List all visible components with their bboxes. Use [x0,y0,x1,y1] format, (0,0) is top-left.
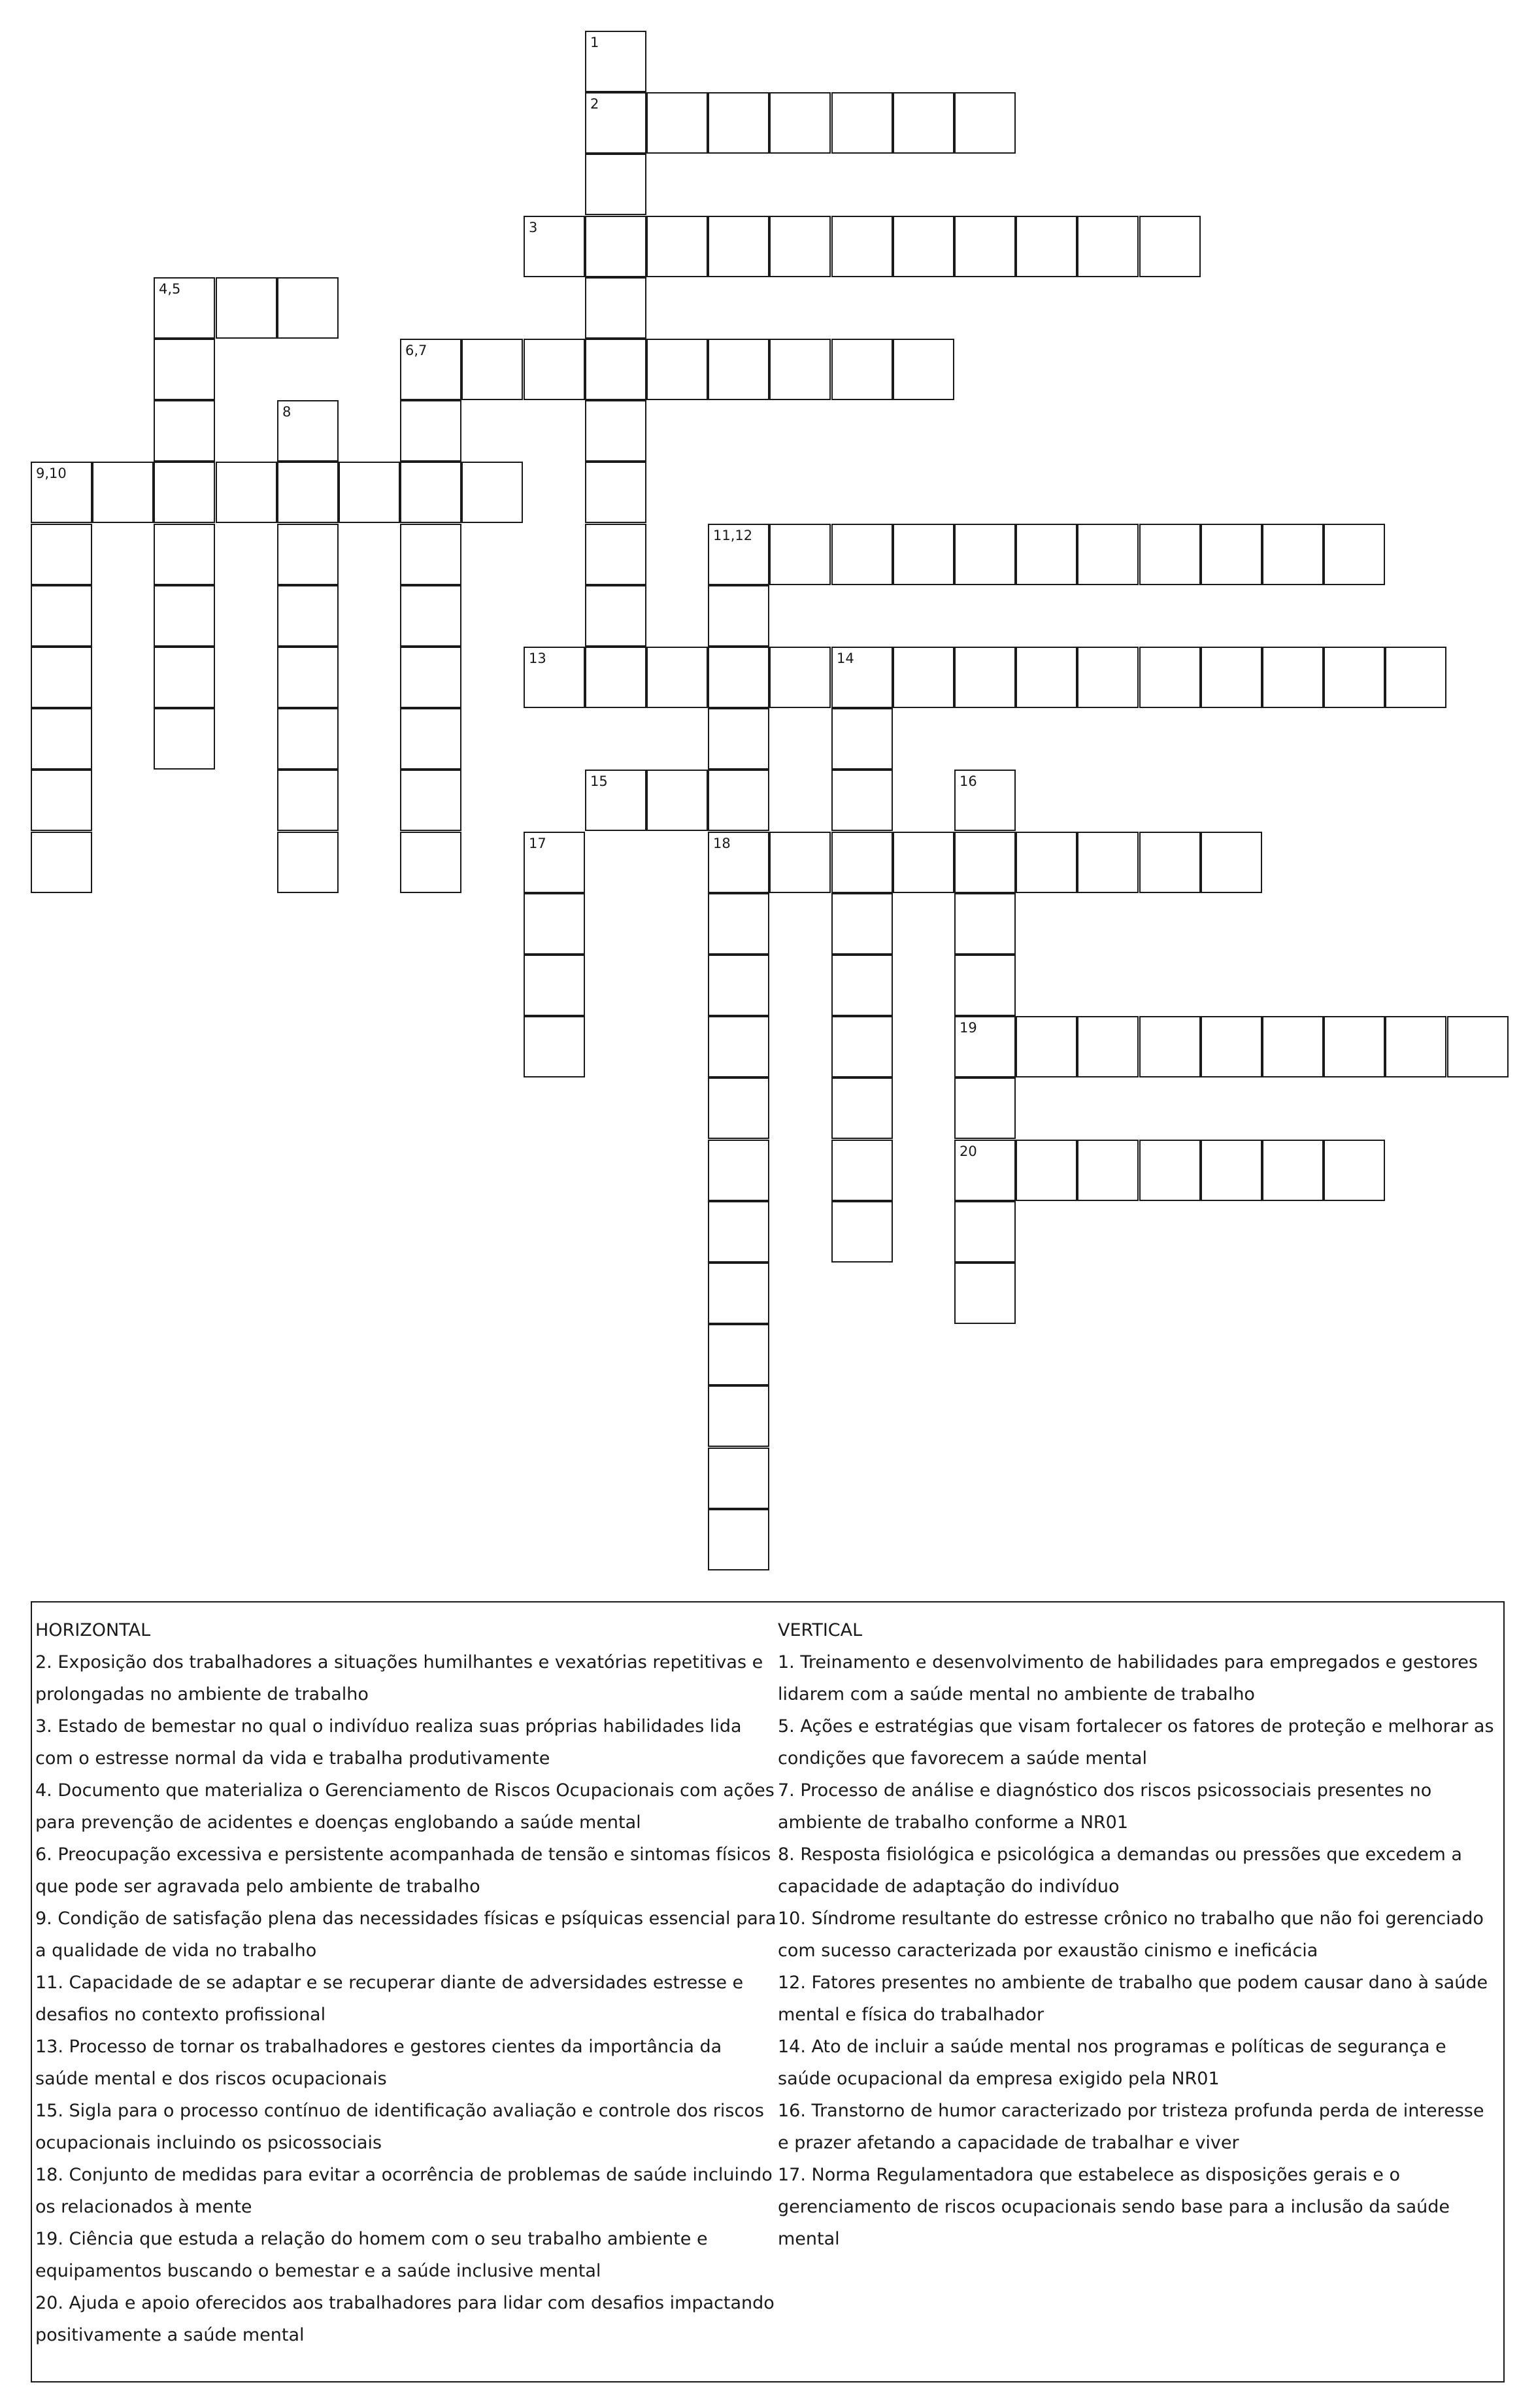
grid-cell[interactable] [524,893,585,955]
clue-text: Sigla para o processo contínuo de identificação avaliação e controle dos riscos ocupacionais incluindo os psicossociais [35,2101,764,2153]
grid-cell[interactable] [708,955,769,1016]
grid-cell[interactable] [893,339,954,400]
grid-cell[interactable] [1139,1140,1201,1201]
grid-cell[interactable] [1201,1140,1262,1201]
grid-cell[interactable] [92,462,154,523]
grid-cell[interactable] [277,277,339,339]
grid-cell[interactable] [831,1140,893,1201]
clue-text: Norma Regulamentadora que estabelece as disposições gerais e o gerenciamento de riscos ocupacionais sendo base para a inclusão da saúde mental [778,2165,1450,2249]
clue-number: 2 [590,96,599,112]
grid-cell[interactable] [400,339,461,400]
clue-number: 11,12 [713,528,753,543]
clue-text: Preocupação excessiva e persistente acompanhada de tensão e sintomas físicos que pode ser agravada pelo ambiente de trabalho [35,1844,771,1897]
grid-cell[interactable] [831,216,893,277]
grid-cell[interactable] [277,647,339,708]
grid-cell[interactable] [769,524,831,585]
grid-cell[interactable] [31,708,92,770]
grid-cell[interactable] [461,462,523,523]
grid-cell[interactable] [1262,1016,1324,1077]
grid-cell[interactable] [1447,1016,1509,1077]
grid-cell[interactable] [400,832,461,893]
grid-cell[interactable] [154,647,215,708]
vertical-clue [778,1903,1500,1967]
grid-cell[interactable] [708,339,769,400]
grid-cell[interactable] [708,1016,769,1077]
grid-cell[interactable] [708,708,769,770]
clue-text: Transtorno de humor caracterizado por tristeza profunda perda de interesse e prazer afetando a capacidade de trabalhar e viver [778,2101,1484,2153]
grid-cell[interactable] [1077,1140,1139,1201]
grid-cell[interactable] [769,216,831,277]
grid-cell[interactable] [1077,216,1139,277]
clue-number: 13 [529,651,546,666]
grid-cell[interactable] [708,1263,769,1324]
clue-number: 15 [590,773,608,789]
horizontal-clue [35,1903,777,1967]
grid-cell[interactable] [585,216,646,277]
grid-cell[interactable] [831,1077,893,1139]
clue-text: Estado de bemestar no qual o indivíduo realiza suas próprias habilidades lida com o estresse normal da vida e trabalha produtivamente [35,1716,742,1769]
grid-cell[interactable] [1385,647,1446,708]
grid-cell[interactable] [893,647,954,708]
grid-cell[interactable] [831,770,893,831]
horizontal-clue [35,1839,777,1903]
clue-text: Síndrome resultante do estresse crônico no trabalho que não foi gerenciado com sucesso caracterizada por exaustão cinismo e ineficácia [778,1908,1484,1961]
grid-cell[interactable] [646,647,708,708]
grid-cell[interactable] [708,893,769,955]
grid-cell[interactable] [831,955,893,1016]
grid-cell[interactable] [524,832,585,893]
clue-text: Ações e estratégias que visam fortalecer os fatores de proteção e melhorar as condições que favorecem a saúde mental [778,1716,1494,1769]
clue-num: 17. [778,2165,806,2185]
grid-cell[interactable] [893,832,954,893]
grid-cell[interactable] [831,832,893,893]
clue-num: 14. [778,2037,806,2057]
grid-cell[interactable] [585,154,646,215]
grid-cell[interactable] [1385,1016,1446,1077]
clue-num: 13. [35,2037,63,2057]
grid-cell[interactable] [769,647,831,708]
clue-text: Ajuda e apoio oferecidos aos trabalhadores para lidar com desafios impactando positivamente a saúde mental [35,2293,775,2345]
grid-cell[interactable] [1139,524,1201,585]
grid-cell[interactable] [708,1140,769,1201]
grid-cell[interactable] [893,216,954,277]
grid-cell[interactable] [708,524,769,585]
grid-cell[interactable] [1201,647,1262,708]
grid-cell[interactable] [831,1201,893,1263]
grid-cell[interactable] [708,1077,769,1139]
vertical-clue-list [778,1646,1500,2255]
grid-cell[interactable] [585,339,646,400]
grid-cell[interactable] [954,770,1016,831]
clue-num: 8. [778,1844,795,1865]
grid-cell[interactable] [277,832,339,893]
grid-cell[interactable] [831,708,893,770]
horizontal-clue [35,1710,777,1774]
grid-cell[interactable] [524,339,585,400]
grid-cell[interactable] [1324,524,1385,585]
grid-cell[interactable] [31,585,92,647]
horizontal-clue [35,1774,777,1839]
clue-number: 19 [960,1020,977,1036]
horizontal-clues [35,1614,777,2351]
grid-cell[interactable] [524,647,585,708]
grid-cell[interactable] [646,770,708,831]
grid-cell[interactable] [646,92,708,154]
clue-num: 19. [35,2229,63,2249]
grid-cell[interactable] [400,770,461,831]
horizontal-title: HORIZONTAL [35,1620,151,1640]
grid-cell[interactable] [154,524,215,585]
grid-cell[interactable] [769,339,831,400]
clue-text: Processo de análise e diagnóstico dos riscos psicossociais presentes no ambiente de trabalho conforme a NR01 [778,1780,1432,1833]
grid-cell[interactable] [216,277,277,339]
grid-cell[interactable] [216,462,277,523]
clue-text: Capacidade de se adaptar e se recuperar diante de adversidades estresse e desafios no contexto profissional [35,1973,744,2025]
grid-cell[interactable] [31,647,92,708]
grid-cell[interactable] [585,462,646,523]
grid-cell[interactable] [154,277,215,339]
clue-number: 18 [713,836,731,851]
horizontal-clue-list [35,1646,777,2351]
grid-cell[interactable] [1324,647,1385,708]
grid-cell[interactable] [769,92,831,154]
grid-cell[interactable] [461,339,523,400]
grid-cell[interactable] [954,524,1016,585]
clue-number: 6,7 [405,343,427,358]
clue-text: Ato de incluir a saúde mental nos programas e políticas de segurança e saúde ocupacional da empresa exigido pela NR01 [778,2037,1446,2089]
clue-text: Resposta fisiológica e psicológica a demandas ou pressões que excedem a capacidade de adaptação do indivíduo [778,1844,1462,1897]
grid-cell[interactable] [524,955,585,1016]
grid-cell[interactable] [708,585,769,647]
horizontal-clue [35,2223,777,2287]
grid-cell[interactable] [1077,1016,1139,1077]
grid-cell[interactable] [708,216,769,277]
grid-cell[interactable] [1262,1140,1324,1201]
grid-cell[interactable] [1139,832,1201,893]
grid-cell[interactable] [1077,647,1139,708]
grid-cell[interactable] [585,770,646,831]
grid-cell[interactable] [954,1201,1016,1263]
vertical-clues [778,1614,1500,2255]
clue-text: Treinamento e desenvolvimento de habilidades para empregados e gestores lidarem com a saúde mental no ambiente de trabalho [778,1652,1478,1704]
grid-cell[interactable] [400,708,461,770]
grid-cell[interactable] [31,832,92,893]
clue-number: 9,10 [36,466,67,481]
grid-cell[interactable] [831,92,893,154]
clue-number: 14 [837,651,854,666]
grid-cell[interactable] [954,647,1016,708]
grid-cell[interactable] [954,1263,1016,1324]
grid-cell[interactable] [1016,647,1077,708]
grid-cell[interactable] [831,1016,893,1077]
clue-num: 20. [35,2293,63,2313]
grid-cell[interactable] [708,1324,769,1385]
grid-cell[interactable] [31,462,92,523]
grid-cell[interactable] [277,400,339,462]
horizontal-clue [35,1967,777,2031]
grid-cell[interactable] [1201,524,1262,585]
clue-number: 16 [960,773,977,789]
grid-cell[interactable] [1016,1140,1077,1201]
grid-cell[interactable] [585,400,646,462]
clue-num: 18. [35,2165,63,2185]
grid-cell[interactable] [708,647,769,708]
grid-cell[interactable] [1139,1016,1201,1077]
grid-cell[interactable] [154,339,215,400]
vertical-clue [778,1967,1500,2031]
grid-cell[interactable] [1139,647,1201,708]
grid-cell[interactable] [31,524,92,585]
grid-cell[interactable] [400,524,461,585]
grid-cell[interactable] [339,462,400,523]
grid-cell[interactable] [708,1448,769,1509]
clue-num: 6. [35,1844,52,1865]
grid-cell[interactable] [708,92,769,154]
grid-cell[interactable] [831,893,893,955]
clue-num: 5. [778,1716,795,1737]
clue-number: 20 [960,1144,977,1159]
grid-cell[interactable] [1201,832,1262,893]
grid-cell[interactable] [585,92,646,154]
grid-cell[interactable] [954,92,1016,154]
grid-cell[interactable] [1016,1016,1077,1077]
clue-number: 1 [590,35,599,50]
horizontal-clue [35,2159,777,2223]
clue-text: Condição de satisfação plena das necessidades físicas e psíquicas essencial para a qualidade de vida no trabalho [35,1908,776,1961]
vertical-clue [778,2159,1500,2255]
grid-cell[interactable] [831,647,893,708]
grid-cell[interactable] [400,585,461,647]
grid-cell[interactable] [646,339,708,400]
grid-cell[interactable] [1016,832,1077,893]
vertical-clue [778,1839,1500,1903]
grid-cell[interactable] [1016,216,1077,277]
grid-cell[interactable] [708,1385,769,1447]
grid-cell[interactable] [708,770,769,831]
grid-cell[interactable] [585,277,646,339]
clue-num: 1. [778,1652,795,1672]
grid-cell[interactable] [831,339,893,400]
clue-text: Exposição dos trabalhadores a situações humilhantes e vexatórias repetitivas e prolongadas no ambiente de trabalho [35,1652,763,1704]
grid-cell[interactable] [154,462,215,523]
clue-number: 8 [282,404,292,420]
vertical-title: VERTICAL [778,1620,863,1640]
grid-cell[interactable] [1262,647,1324,708]
grid-cell[interactable] [1016,524,1077,585]
clue-text: Documento que materializa o Gerenciamento de Riscos Ocupacionais com ações para prevenção de acidentes e doenças englobando a saúde mental [35,1780,775,1833]
clue-text: Fatores presentes no ambiente de trabalho que podem causar dano à saúde mental e física do trabalhador [778,1973,1488,2025]
grid-cell[interactable] [954,832,1016,893]
vertical-clue [778,2095,1500,2159]
clue-num: 2. [35,1652,52,1672]
clue-text: Processo de tornar os trabalhadores e gestores cientes da importância da saúde mental e dos riscos ocupacionais [35,2037,722,2089]
grid-cell[interactable] [1324,1140,1385,1201]
grid-cell[interactable] [585,647,646,708]
grid-cell[interactable] [1201,1016,1262,1077]
grid-cell[interactable] [893,92,954,154]
vertical-clue [778,1646,1500,1710]
grid-cell[interactable] [154,708,215,770]
clue-text: Conjunto de medidas para evitar a ocorrência de problemas de saúde incluindo os relacionados à mente [35,2165,773,2217]
grid-cell[interactable] [277,585,339,647]
grid-cell[interactable] [1077,832,1139,893]
grid-cell[interactable] [708,1509,769,1570]
clue-num: 7. [778,1780,795,1801]
grid-cell[interactable] [277,770,339,831]
grid-cell[interactable] [524,216,585,277]
grid-cell[interactable] [154,585,215,647]
grid-cell[interactable] [1139,216,1201,277]
clue-text: Ciência que estuda a relação do homem com o seu trabalho ambiente e equipamentos buscando o bemestar e a saúde inclusive mental [35,2229,708,2281]
grid-cell[interactable] [277,708,339,770]
clue-num: 15. [35,2101,63,2121]
vertical-clue [778,2031,1500,2095]
grid-cell[interactable] [277,462,339,523]
grid-cell[interactable] [708,1201,769,1263]
clue-number: 17 [529,836,546,851]
grid-cell[interactable] [585,524,646,585]
grid-cell[interactable] [646,216,708,277]
grid-cell[interactable] [585,585,646,647]
clue-number: 3 [529,220,538,235]
clue-number: 4,5 [159,281,181,297]
grid-cell[interactable] [31,770,92,831]
grid-cell[interactable] [1077,524,1139,585]
clue-num: 12. [778,1973,806,1993]
grid-cell[interactable] [954,893,1016,955]
grid-cell[interactable] [400,647,461,708]
grid-cell[interactable] [831,524,893,585]
grid-cell[interactable] [954,1016,1016,1077]
grid-cell[interactable] [277,524,339,585]
clue-num: 16. [778,2101,806,2121]
grid-cell[interactable] [954,216,1016,277]
grid-cell[interactable] [154,400,215,462]
vertical-clue [778,1774,1500,1839]
grid-cell[interactable] [769,832,831,893]
grid-cell[interactable] [585,31,646,92]
horizontal-clue [35,2095,777,2159]
grid-cell[interactable] [708,832,769,893]
grid-cell[interactable] [954,955,1016,1016]
grid-cell[interactable] [400,400,461,462]
horizontal-clue [35,2031,777,2095]
clue-num: 10. [778,1908,806,1929]
grid-cell[interactable] [1324,1016,1385,1077]
clue-num: 3. [35,1716,52,1737]
horizontal-clue [35,1646,777,1710]
grid-cell[interactable] [893,524,954,585]
clues-box [31,1601,1505,2383]
grid-cell[interactable] [524,1016,585,1077]
grid-cell[interactable] [954,1077,1016,1139]
horizontal-clue [35,2287,777,2351]
grid-cell[interactable] [1262,524,1324,585]
grid-cell[interactable] [954,1140,1016,1201]
clue-num: 9. [35,1908,52,1929]
clue-num: 11. [35,1973,63,1993]
vertical-clue [778,1710,1500,1774]
clue-num: 4. [35,1780,52,1801]
grid-cell[interactable] [400,462,461,523]
